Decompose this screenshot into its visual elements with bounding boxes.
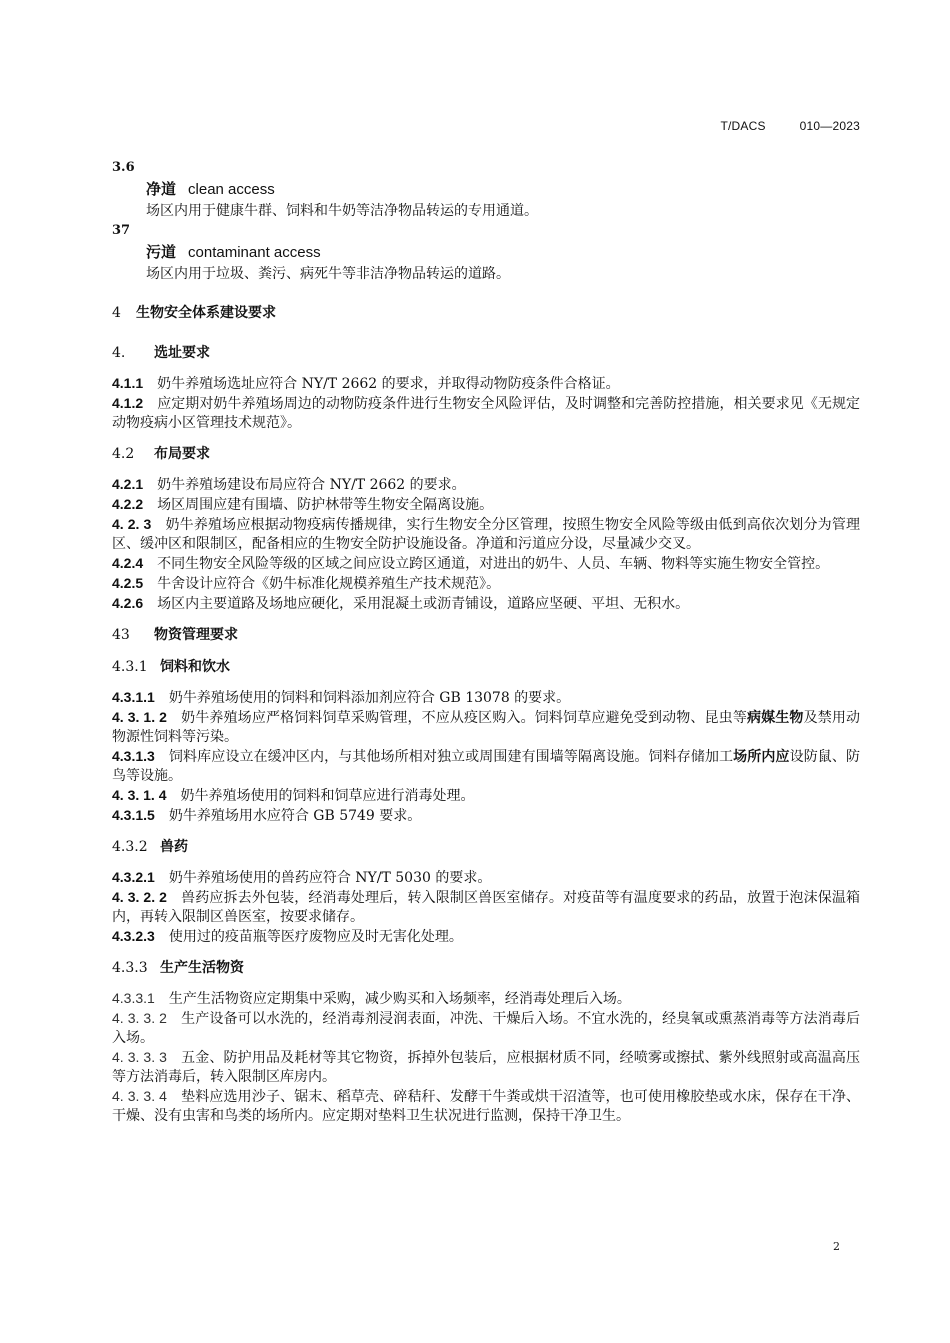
term-english: clean access	[188, 181, 275, 198]
term-number: 3.6	[112, 160, 135, 175]
term-entry	[112, 221, 860, 284]
clause: 4. 3. 2. 2 兽药应拆去外包装，经消毒处理后，转入限制区兽医室储存。对疫苗等有温度要求的药品，放置于泡沫保温箱内，再转入限制区兽医室，按要求储存。	[112, 889, 861, 925]
clause: 4. 3. 3. 4 垫料应选用沙子、锯末、稻草壳、碎秸秆、发酵干牛粪或烘干沼渣等，也可使用橡胶垫或水床，保存在干净、干燥、没有虫害和鸟类的场所内。应定期对垫料卫生状况进行监测，保持干净卫生。	[112, 1088, 861, 1124]
clause: 4.2.1 奶牛养殖场建设布局应符合 NY/T 2662 的要求。	[112, 476, 466, 493]
section-heading: 4.3.2 兽药	[112, 839, 188, 855]
clause: 4. 3. 3. 3 五金、防护用品及耗材等其它物资，拆掉外包装后，应根据材质不同，经喷雾或擦拭、紫外线照射或高温高压等方法消毒后，转入限制区库房内。	[112, 1049, 861, 1085]
page-header	[720, 119, 860, 133]
standard-code: T/DACS	[720, 119, 766, 133]
term-entry	[112, 158, 860, 221]
document-body	[112, 158, 860, 1126]
section-heading: 4. 选址要求	[112, 345, 210, 361]
section-heading: 4.3.1 饲料和饮水	[112, 659, 230, 675]
clause: 4.2.4 不同生物安全风险等级的区域之间应设立跨区通道，对进出的奶牛、人员、车辆、物料等实施生物安全管控。	[112, 555, 830, 572]
clause: 4.3.3.1 生产生活物资应定期集中采购，减少购买和入场频率，经消毒处理后入场。	[112, 990, 631, 1007]
clause: 4.1.1 奶牛养殖场选址应符合 NY/T 2662 的要求，并取得动物防疫条件合格证。	[112, 375, 620, 392]
clause: 4.2.6 场区内主要道路及场地应硬化，采用混凝土或沥青铺设，道路应坚硬、平坦、无积水。	[112, 595, 690, 612]
term-title: 污道 contaminant access	[146, 243, 321, 261]
clause: 4. 2. 3 奶牛养殖场应根据动物疫病传播规律，实行生物安全分区管理，按照生物安全风险等级由低到高依次划分为管理区、缓冲区和限制区，配备相应的生物安全防护设施设备。净道和污道应分设，尽量减少交叉。	[112, 516, 861, 552]
term-title: 净道 clean access	[146, 180, 275, 198]
clause: 4.2.2 场区周围应建有围墙、防护林带等生物安全隔离设施。	[112, 496, 494, 513]
section-heading: 4 生物安全体系建设要求	[112, 305, 276, 321]
clause: 4. 3. 1. 4 奶牛养殖场使用的饲料和饲草应进行消毒处理。	[112, 787, 475, 804]
clause: 4. 3. 1. 2 奶牛养殖场应严格饲料饲草采购管理，不应从疫区购入。饲料饲草应避免受到动物、昆虫等病媒生物及禁用动物源性饲料等污染。	[112, 709, 861, 745]
clause: 4.3.2.1 奶牛养殖场使用的兽药应符合 NY/T 5030 的要求。	[112, 869, 492, 886]
section-heading: 4.2 布局要求	[112, 446, 210, 462]
term-definition: 场区内用于健康牛群、饲料和牛奶等洁净物品转运的专用通道。	[146, 203, 538, 219]
clause: 4.3.1.1 奶牛养殖场使用的饲料和饲料添加剂应符合 GB 13078 的要求。	[112, 689, 571, 706]
clause: 4.3.1.3 饲料库应设立在缓冲区内，与其他场所相对独立或周围建有围墙等隔离设施。饲料存储加工场所内应设防鼠、防鸟等设施。	[112, 748, 861, 784]
clause: 4.1.2 应定期对奶牛养殖场周边的动物防疫条件进行生物安全风险评估，及时调整和完善防控措施，相关要求见《无规定动物疫病小区管理技术规范》。	[112, 395, 860, 431]
clause: 4.3.2.3 使用过的疫苗瓶等医疗废物应及时无害化处理。	[112, 928, 463, 945]
clause: 4.3.1.5 奶牛养殖场用水应符合 GB 5749 要求。	[112, 807, 422, 824]
section-heading: 43 物资管理要求	[112, 627, 238, 643]
clause: 4.2.5 牛舍设计应符合《奶牛标准化规模养殖生产技术规范》。	[112, 575, 501, 592]
standard-number: 010—2023	[799, 119, 860, 133]
term-number: 37	[112, 223, 131, 238]
page-number: 2	[833, 1240, 840, 1253]
term-definition: 场区内用于垃圾、粪污、病死牛等非洁净物品转运的道路。	[146, 266, 510, 282]
term-english: contaminant access	[188, 244, 321, 261]
section-heading: 4.3.3 生产生活物资	[112, 960, 244, 976]
clause: 4. 3. 3. 2 生产设备可以水洗的，经消毒剂浸润表面，冲洗、干燥后入场。不宜水洗的，经臭氧或熏蒸消毒等方法消毒后入场。	[112, 1010, 861, 1046]
